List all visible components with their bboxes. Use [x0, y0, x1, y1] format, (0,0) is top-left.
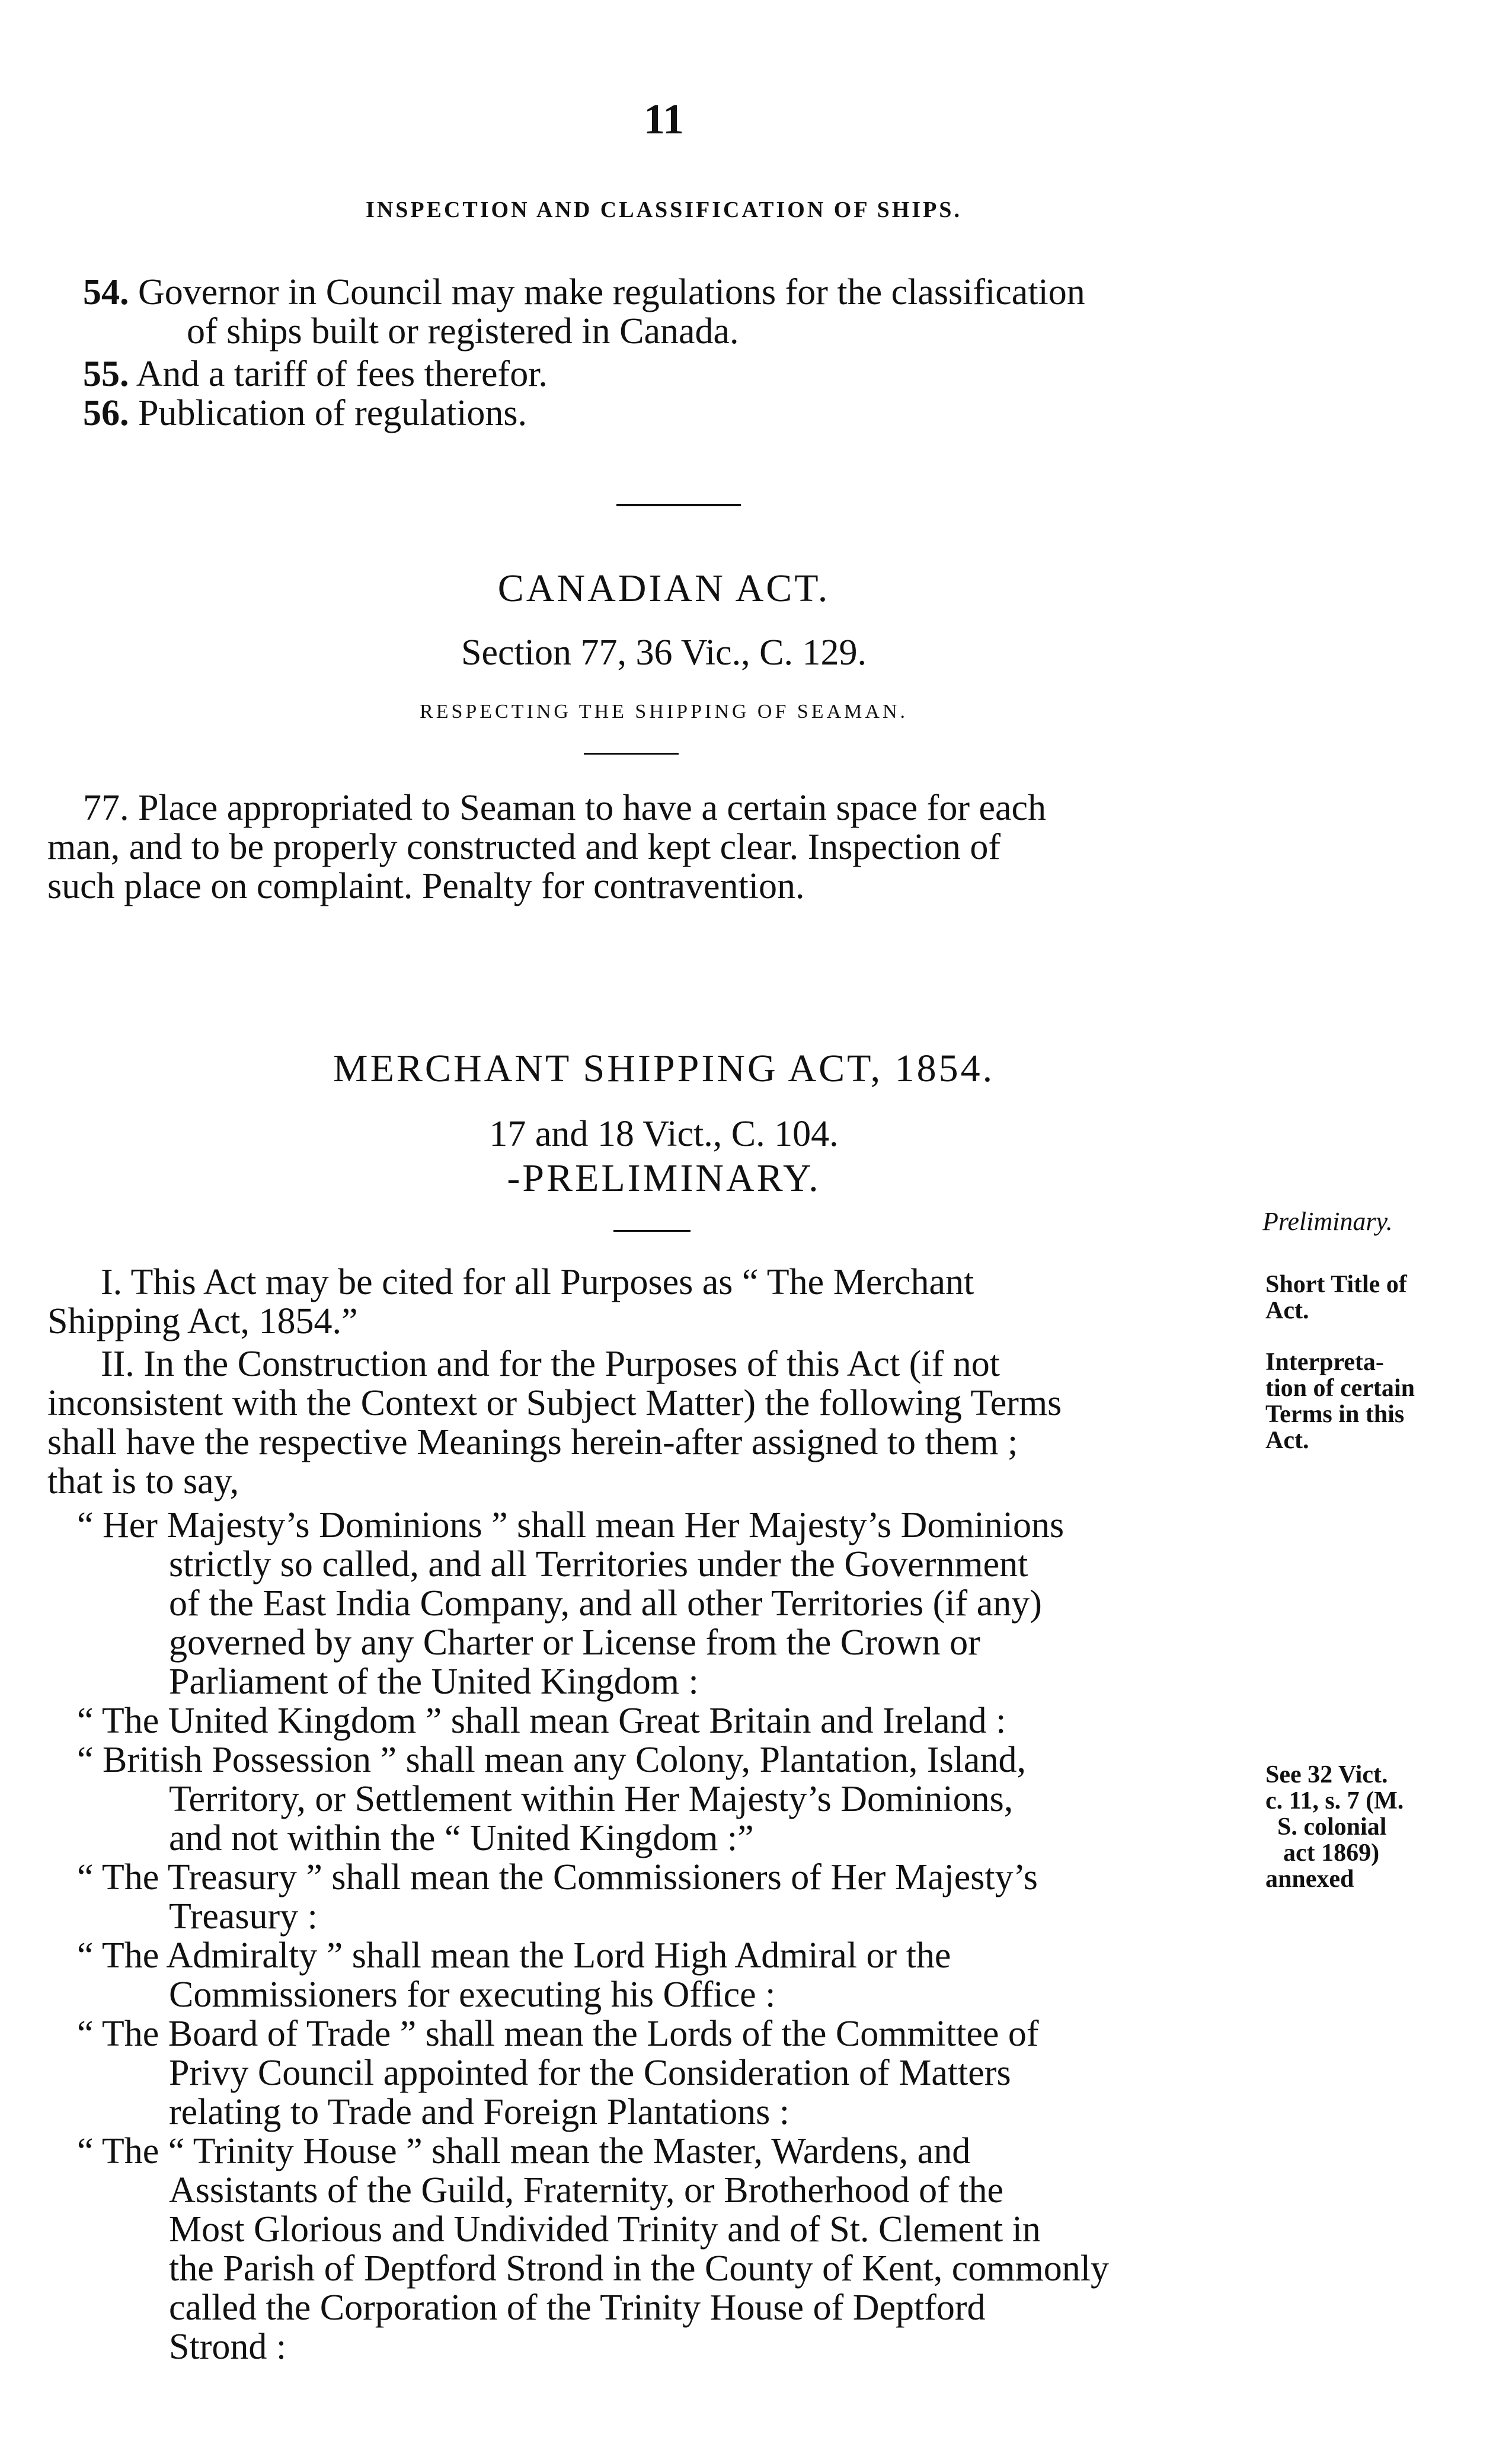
item-56 — [83, 394, 1268, 433]
margin-line: tion of certain — [1265, 1375, 1415, 1402]
def-line: Strond : — [169, 2327, 287, 2367]
margin-line: Terms in this — [1265, 1401, 1405, 1428]
def-line: “ The Board of Trade ” shall mean the Lords of the Committee of — [77, 2014, 1039, 2054]
def-line: Parliament of the United Kingdom : — [169, 1662, 699, 1702]
margin-interpretation — [1265, 1349, 1503, 1453]
margin-line: S. colonial — [1277, 1813, 1387, 1841]
item-54 — [83, 273, 1268, 351]
margin-preliminary: Preliminary. — [1262, 1207, 1393, 1236]
margin-line: Act. — [1265, 1297, 1309, 1324]
part-heading-preliminary: -PRELIMINARY. — [507, 1157, 821, 1200]
clause-2 — [47, 1344, 1251, 1501]
def-line: Assistants of the Guild, Fraternity, or Brotherhood of the — [169, 2170, 1003, 2210]
act-caption-seaman: RESPECTING THE SHIPPING OF SEAMAN. — [420, 701, 908, 723]
section-heading-inspection: INSPECTION AND CLASSIFICATION OF SHIPS. — [366, 197, 962, 222]
clause-line: inconsistent with the Context or Subject Matter) the following Terms — [47, 1383, 1062, 1423]
def-line: “ British Possession ” shall mean any Colony, Plantation, Island, — [77, 1740, 1026, 1780]
divider-rule-short — [584, 753, 679, 755]
margin-line: Act. — [1265, 1427, 1309, 1454]
para-line: 77. Place appropriated to Seaman to have a certain space for each — [83, 788, 1047, 828]
act-subtitle-canadian: Section 77, 36 Vic., C. 129. — [461, 632, 867, 673]
def-line: Privy Council appointed for the Consideration of Matters — [169, 2053, 1011, 2093]
item-text: Publication of regulations. — [138, 393, 528, 433]
definition-admiralty — [77, 1936, 1251, 2014]
section-77-paragraph — [47, 788, 1268, 906]
page-number: 11 — [643, 95, 685, 143]
act-title-merchant: MERCHANT SHIPPING ACT, 1854. — [333, 1047, 995, 1090]
divider-rule — [616, 504, 741, 506]
act-subtitle-merchant: 17 and 18 Vict., C. 104. — [489, 1114, 839, 1154]
def-line: strictly so called, and all Territories under the Government — [169, 1544, 1028, 1585]
item-text-cont: of ships built or registered in Canada. — [187, 311, 739, 352]
margin-line: Short Title of — [1265, 1271, 1407, 1298]
def-line: governed by any Charter or License from the Crown or — [169, 1622, 980, 1663]
def-line: “ The Admiralty ” shall mean the Lord High Admiral or the — [77, 1935, 951, 1976]
def-line: Commissioners for executing his Office : — [169, 1975, 776, 2015]
definition-united-kingdom — [77, 1701, 1251, 1740]
def-line: “ The United Kingdom ” shall mean Great Britain and Ireland : — [77, 1701, 1006, 1741]
item-number: 55. — [83, 354, 129, 394]
def-line: and not within the “ United Kingdom :” — [169, 1818, 754, 1858]
def-line: Most Glorious and Undivided Trinity and of St. Clement in — [169, 2209, 1041, 2250]
definition-board-of-trade — [77, 2014, 1251, 2132]
definition-treasury — [77, 1858, 1251, 1936]
margin-line: annexed — [1265, 1865, 1354, 1893]
margin-line: c. 11, s. 7 (M. — [1265, 1787, 1404, 1815]
item-number: 54. — [83, 272, 129, 312]
clause-line: II. In the Construction and for the Purposes of this Act (if not — [101, 1344, 1000, 1384]
def-line: Treasury : — [169, 1896, 318, 1937]
margin-line: act 1869) — [1283, 1839, 1380, 1867]
clause-line: that is to say, — [47, 1461, 239, 1502]
clause-line: shall have the respective Meanings herein-after assigned to them ; — [47, 1422, 1018, 1462]
item-number: 56. — [83, 393, 129, 433]
margin-short-title — [1265, 1272, 1503, 1324]
item-text: And a tariff of fees therefor. — [136, 354, 548, 394]
def-line: relating to Trade and Foreign Plantations : — [169, 2092, 790, 2132]
clause-1 — [47, 1263, 1251, 1341]
margin-see-32-vict — [1265, 1762, 1503, 1892]
item-55 — [83, 354, 1268, 394]
definition-dominions — [77, 1506, 1251, 1701]
act-title-canadian: CANADIAN ACT. — [497, 567, 830, 610]
margin-line: Interpreta- — [1265, 1349, 1384, 1376]
def-line: Territory, or Settlement within Her Majesty’s Dominions, — [169, 1779, 1014, 1819]
def-line: “ The Treasury ” shall mean the Commissioners of Her Majesty’s — [77, 1857, 1038, 1897]
def-line: “ The “ Trinity House ” shall mean the Master, Wardens, and — [77, 2131, 971, 2171]
definition-trinity-house — [77, 2132, 1251, 2366]
margin-line: See 32 Vict. — [1265, 1761, 1388, 1788]
definitions-list — [77, 1506, 1251, 2366]
para-line: man, and to be properly constructed and kept clear. Inspection of — [47, 827, 1001, 867]
def-line: of the East India Company, and all other Territories (if any) — [169, 1583, 1042, 1624]
divider-rule-short — [613, 1230, 691, 1232]
para-line: such place on complaint. Penalty for contravention. — [47, 866, 805, 906]
def-line: the Parish of Deptford Strond in the County of Kent, commonly — [169, 2248, 1109, 2289]
def-line: “ Her Majesty’s Dominions ” shall mean Her Majesty’s Dominions — [77, 1505, 1065, 1545]
def-line: called the Corporation of the Trinity House of Deptford — [169, 2288, 986, 2328]
definition-british-possession — [77, 1740, 1251, 1858]
clause-line: I. This Act may be cited for all Purposes as “ The Merchant — [101, 1262, 974, 1302]
item-text: Governor in Council may make regulations for the classification — [138, 272, 1085, 312]
clause-line: Shipping Act, 1854.” — [47, 1301, 358, 1341]
